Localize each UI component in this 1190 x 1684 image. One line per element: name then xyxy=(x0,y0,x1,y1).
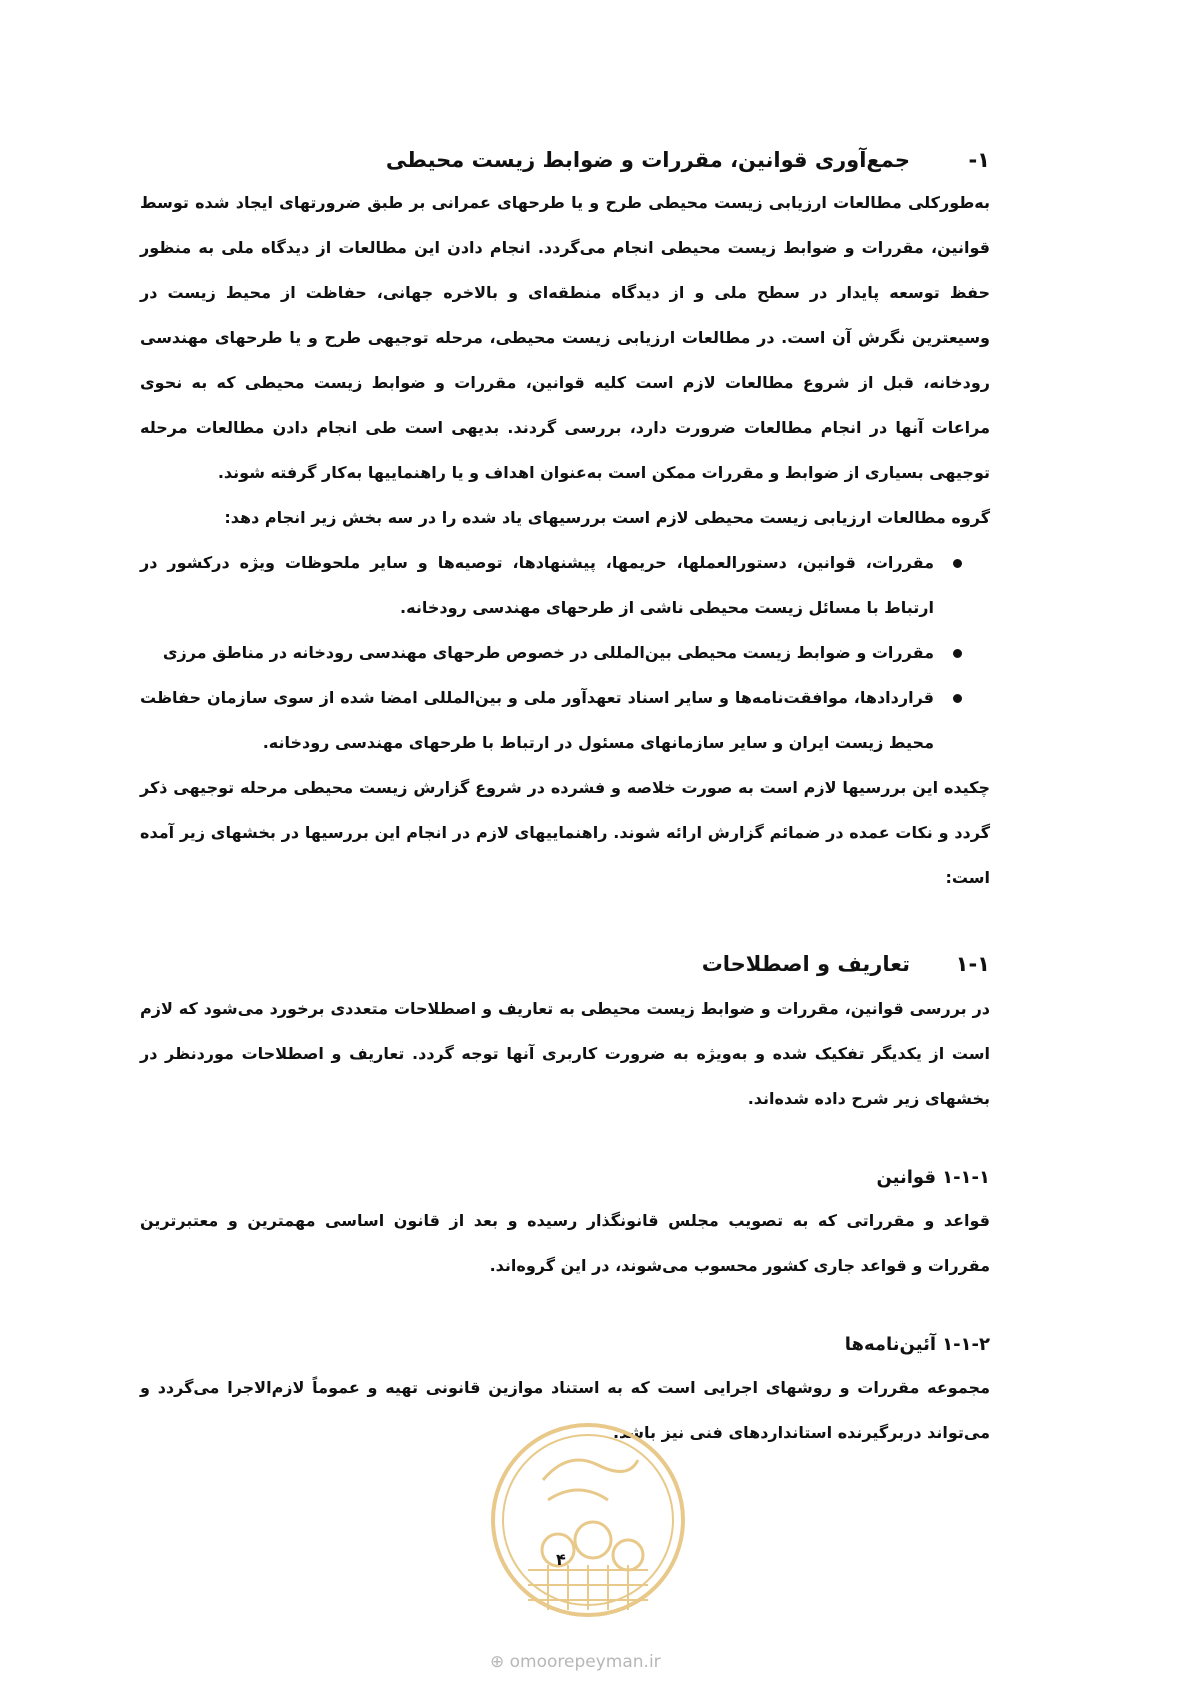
section-1-closing-paragraph: چکیده این بررسیها لازم است به صورت خلاصه و فشرده در شروع گزارش زیست محیطی مرحله توجیهی ذکر گردد و نکات عمده در ضمائم گزارش ارائه شوند. راهنماییهای لازم در انجام این بررسیها در بخشهای زیر آمده است: xyxy=(140,778,990,887)
section-1-1-2-title: آئین‌نامه‌ها xyxy=(844,1334,936,1355)
section-1-1-2-number: ۱-۱-۲ xyxy=(942,1334,990,1355)
globe-icon: ⊕ xyxy=(490,1652,505,1672)
watermark-seal-icon xyxy=(488,1420,688,1620)
section-1-paragraph-2: گروه مطالعات ارزیابی زیست محیطی لازم است بررسیهای یاد شده را در سه بخش زیر انجام دهد: xyxy=(224,508,990,527)
section-1-bullet-list xyxy=(140,540,990,765)
section-1-1-1-number: ۱-۱-۱ xyxy=(942,1167,990,1188)
section-1-title: جمع‌آوری قوانین، مقررات و ضوابط زیست محیطی xyxy=(385,148,910,172)
list-item: مقررات و ضوابط زیست محیطی بین‌المللی در خصوص طرحهای مهندسی رودخانه در مناطق مرزی xyxy=(140,630,990,675)
section-1-1-2-paragraph: مجموعه مقررات و روشهای اجرایی است که به استناد موازین قانونی تهیه و عموماً لازم‌الاجرا می‌گردد و می‌تواند دربرگیرنده استانداردهای فنی نیز باشد. xyxy=(140,1378,990,1442)
section-1-1-1-paragraph: قواعد و مقرراتی که به تصویب مجلس قانونگذار رسیده و بعد از قانون اساسی مهمترین و معتبرترین مقررات و قواعد جاری کشور محسوب می‌شوند، در این گروه‌اند. xyxy=(140,1211,990,1275)
section-1-1-paragraph: در بررسی قوانین، مقررات و ضوابط زیست محیطی به تعاریف و اصطلاحات متعددی برخورد می‌شود که لازم است از یکدیگر تفکیک شده و به‌ویژه به ضرورت کاربری آنها توجه گردد. تعاریف و اصطلاحات موردنظر در بخشهای زیر شرح داده شده‌اند. xyxy=(140,999,990,1108)
section-1-1-number: ۱-۱ xyxy=(955,952,990,976)
watermark-website: ⊕ omoorepeyman.ir xyxy=(490,1652,661,1672)
section-1-1-1-heading xyxy=(140,1167,990,1188)
list-item: قراردادها، موافقت‌نامه‌ها و سایر اسناد تعهدآور ملی و بین‌المللی امضا شده از سوی سازمان حفاظت محیط زیست ایران و سایر سازمانهای مسئول در ارتباط با طرحهای مهندسی رودخانه. xyxy=(140,675,990,765)
bullet-dot-icon xyxy=(953,559,962,568)
section-1-1-heading xyxy=(140,952,990,976)
list-item: مقررات، قوانین، دستورالعملها، حریمها، پیشنهادها، توصیه‌ها و سایر ملحوظات ویژه درکشور در ارتباط با مسائل زیست محیطی ناشی از طرحهای مهندسی رودخانه. xyxy=(140,540,990,630)
section-1-1-2-heading xyxy=(140,1334,990,1355)
page-number: ۴ xyxy=(556,1550,566,1569)
section-1-1-title: تعاریف و اصطلاحات xyxy=(701,952,910,976)
bullet-dot-icon xyxy=(953,694,962,703)
section-1-paragraph-1: به‌طورکلی مطالعات ارزیابی زیست محیطی طرح و یا طرحهای عمرانی بر طبق ضرورتهای ایجاد شده توسط قوانین، مقررات و ضوابط زیست محیطی انجام می‌گردد. انجام دادن این مطالعات از دیدگاه ملی به منظور حفظ توسعه پایدار در سطح ملی و از دیدگاه منطقه‌ای و بالاخره جهانی، حفاظت از محیط زیست در وسیعترین نگرش آن است. در مطالعات ارزیابی زیست محیطی، مرحله توجیهی طرح و یا طرحهای مهندسی رودخانه، قبل از شروع مطالعات لازم است کلیه قوانین، مقررات و ضوابط زیست محیطی که به نحوی مراعات آنها در انجام مطالعات ضرورت دارد، بررسی گردند. بدیهی است طی انجام دادن مطالعات مرحله توجیهی بسیاری از ضوابط و مقررات ممکن است به‌عنوان اهداف و یا راهنماییها به‌کار گرفته شوند. xyxy=(140,193,990,482)
section-1-number: ۱- xyxy=(968,148,990,172)
page-content xyxy=(140,148,990,1455)
bullet-dot-icon xyxy=(953,649,962,658)
section-1-1-1-title: قوانین xyxy=(876,1167,936,1188)
section-1-heading xyxy=(140,148,990,172)
